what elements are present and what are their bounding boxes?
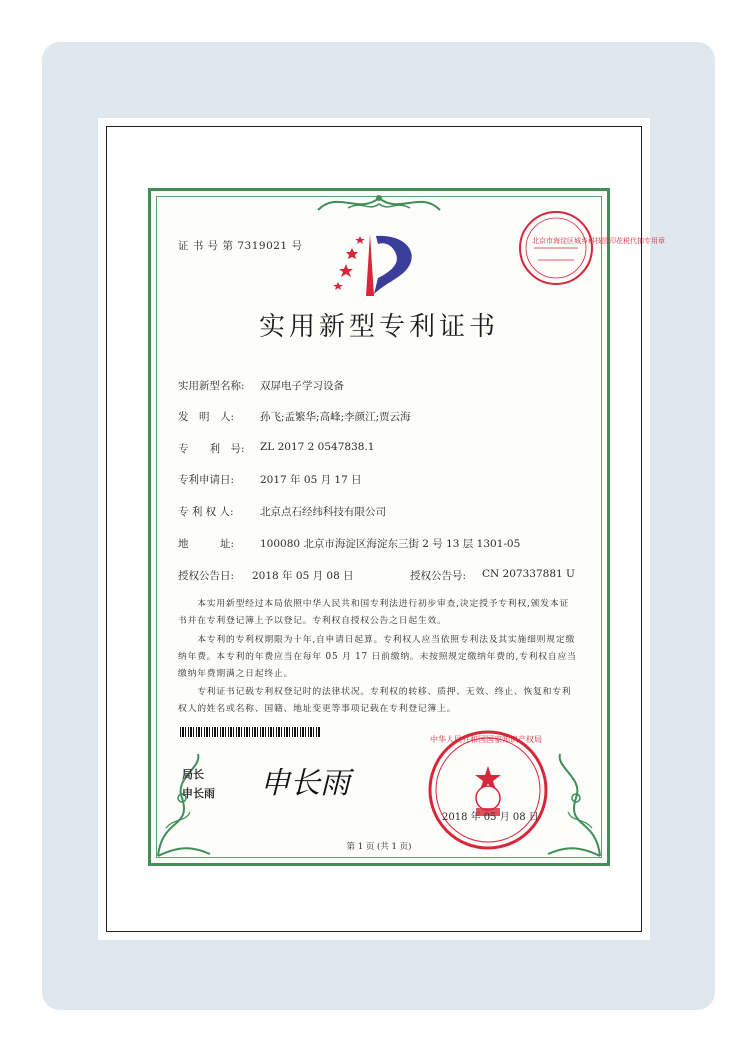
address: 100080 北京市海淀区海淀东三街 2 号 13 层 1301-05 (260, 538, 521, 550)
page-footer: 第 1 页 (共 1 页) (346, 842, 412, 852)
director-name: 申长雨 (182, 787, 215, 800)
grant-pub-no-label: 授权公告号: (410, 570, 467, 582)
grant-date: 2018 年 05 月 08 日 (252, 570, 354, 582)
barcode (180, 727, 320, 737)
utility-model-name-label: 实用新型名称: (178, 380, 245, 392)
patentee: 北京点石经纬科技有限公司 (260, 506, 386, 518)
top-ornament-icon (308, 190, 450, 216)
patentee-label: 专 利 权 人: (178, 506, 234, 518)
paragraph-2: 本专利的专利权期限为十年,自申请日起算。专利权人应当依照专利法及其实施细则规定缴纳年费。本专利的年费应当在每年 05 月 17 日前缴纳。未按照规定缴纳年费的,专利权自应当缴纳年费期满之日起终止。 (178, 635, 577, 679)
filing-date: 2017 年 05 月 17 日 (260, 474, 362, 486)
patent-office-logo-icon (330, 230, 430, 302)
director-signature: 申长雨 (260, 766, 350, 801)
grant-pub-no: CN 207337881 U (482, 568, 575, 580)
utility-model-name: 双屏电子学习设备 (260, 380, 344, 392)
seal-text: 中华人民共和国国家知识产权局 (430, 735, 542, 744)
patent-number-label: 专 利 号: (178, 443, 245, 455)
paragraph-1: 本实用新型经过本局依照中华人民共和国专利法进行初步审查,决定授予专利权,颁发本证书并在专利登记簿上予以登记。专利权自授权公告之日起生效。 (178, 599, 570, 626)
inventor-label: 发 明 人: (178, 411, 235, 423)
seal-date: 2018 年 05 月 08 日 (442, 812, 539, 823)
tax-stamp-text: 北京市海淀区城乡科技园印花税代扣专用章 (532, 237, 665, 245)
director-title: 局长 (182, 768, 204, 781)
state-ip-office-seal-icon (426, 728, 550, 852)
certificate-frame (98, 118, 665, 940)
certificate-title: 实用新型专利证书 (258, 312, 499, 342)
patent-certificate (148, 188, 665, 866)
paragraph-3: 专利证书记载专利权登记时的法律状况。专利权的转移、质押、无效、终止、恢复和专利权人的姓名或名称、国籍、地址变更等事项记载在专利登记簿上。 (178, 687, 572, 714)
inventors: 孙飞;孟繁华;高峰;李颜江;贾云海 (260, 411, 411, 423)
filing-date-label: 专利申请日: (178, 474, 235, 486)
certificate-number: 证 书 号 第 7319021 号 (178, 240, 303, 252)
address-label: 地 址: (178, 538, 235, 550)
tax-stamp-seal-icon (516, 208, 596, 288)
grant-date-label: 授权公告日: (178, 570, 235, 582)
patent-number: ZL 2017 2 0547838.1 (260, 441, 375, 453)
